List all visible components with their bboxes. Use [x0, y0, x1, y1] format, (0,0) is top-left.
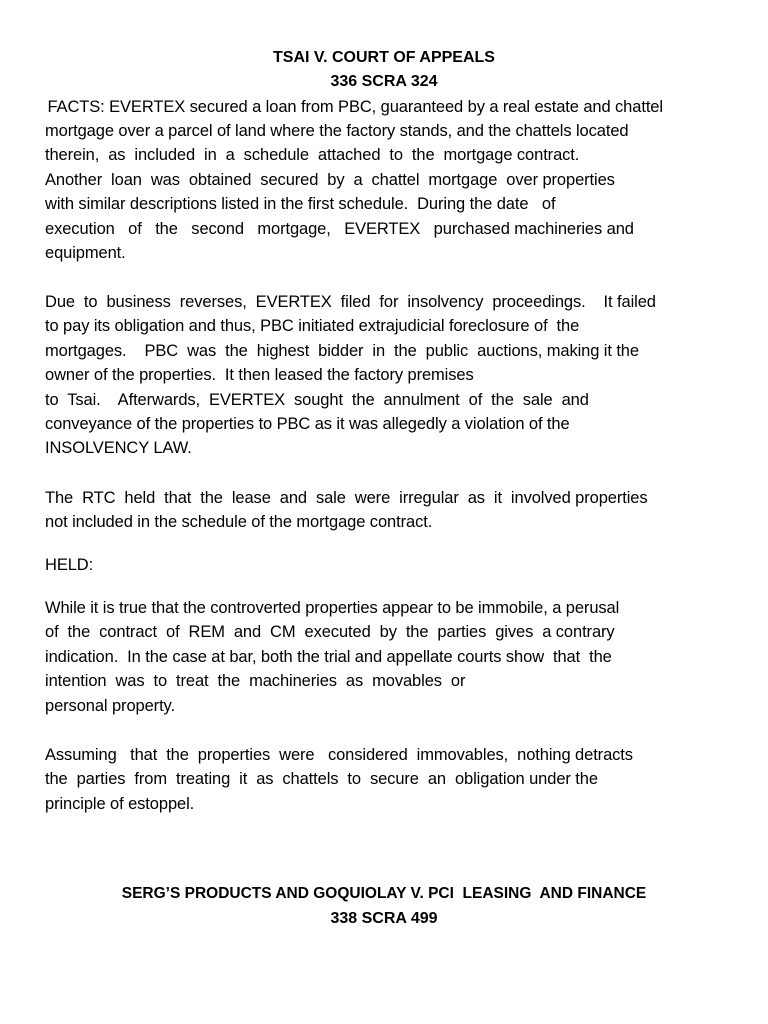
facts-line: Another loan was obtained secured by a chattel mortgage over properties — [45, 171, 615, 189]
body-line: the parties from treating it as chattels to secure an obligation under the — [45, 770, 598, 788]
body-line: to Tsai. Afterwards, EVERTEX sought the annulment of the sale and — [45, 391, 589, 409]
body-line: INSOLVENCY LAW. — [45, 439, 192, 457]
case-citation: 336 SCRA 324 — [330, 73, 438, 90]
body-line: not included in the schedule of the mortgage contract. — [45, 513, 433, 531]
held-line: indication. In the case at bar, both the trial and appellate courts show that the — [45, 648, 612, 666]
body-line: owner of the properties. It then leased the factory premises — [45, 366, 474, 384]
body-line: to pay its obligation and thus, PBC initiated extrajudicial foreclosure of the — [45, 317, 580, 335]
facts-line: equipment. — [45, 244, 126, 262]
facts-line: FACTS: EVERTEX secured a loan from PBC, guaranteed by a real estate and chattel — [43, 98, 663, 116]
facts-line: with similar descriptions listed in the first schedule. During the date of — [45, 195, 556, 213]
facts-line: execution of the second mortgage, EVERTEX purchased machineries and — [45, 220, 634, 238]
body-line: principle of estoppel. — [45, 795, 195, 813]
second-case-title: SERG’S PRODUCTS AND GOQUIOLAY V. PCI LEASING AND FINANCE — [121, 885, 647, 902]
body-line: Assuming that the properties were considered immovables, nothing detracts — [45, 746, 633, 764]
case-title: TSAI V. COURT OF APPEALS — [273, 49, 495, 66]
body-line: The RTC held that the lease and sale were irregular as it involved properties — [45, 489, 648, 507]
body-line: conveyance of the properties to PBC as it was allegedly a violation of the — [45, 415, 570, 433]
held-line: While it is true that the controverted properties appear to be immobile, a perusal — [45, 599, 620, 617]
second-case-citation: 338 SCRA 499 — [330, 910, 438, 927]
body-line: Due to business reverses, EVERTEX filed for insolvency proceedings. It failed — [45, 293, 656, 311]
held-line: of the contract of REM and CM executed by the parties gives a contrary — [45, 623, 615, 641]
facts-line: therein, as included in a schedule attached to the mortgage contract. — [45, 146, 580, 164]
facts-line: mortgage over a parcel of land where the factory stands, and the chattels located — [45, 122, 629, 140]
body-line: mortgages. PBC was the highest bidder in the public auctions, making it the — [45, 342, 639, 360]
held-line: intention was to treat the machineries as movables or — [45, 672, 466, 690]
held-line: personal property. — [45, 697, 175, 715]
held-label: HELD: — [45, 556, 94, 574]
